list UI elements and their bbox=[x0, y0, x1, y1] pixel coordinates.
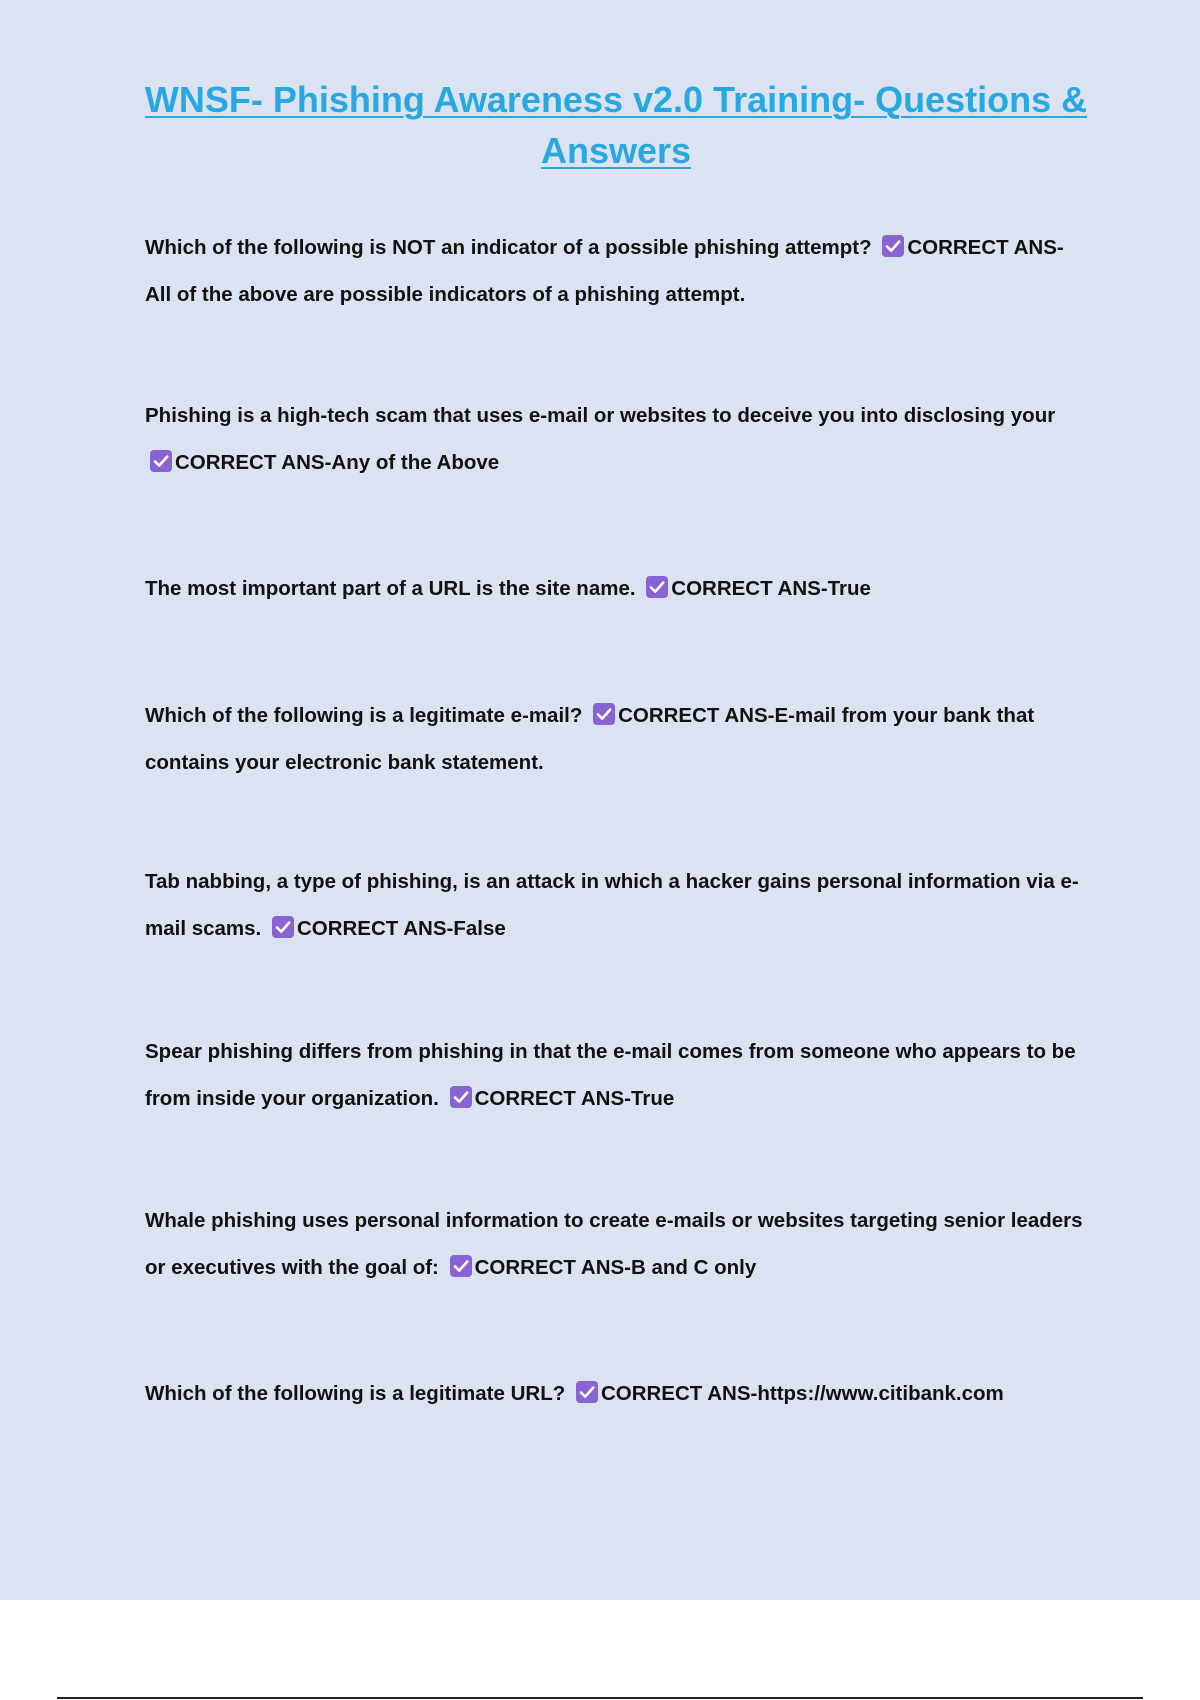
qa-item-5 bbox=[145, 858, 1087, 952]
question-text: Whale phishing uses personal information to create e-mails or websites targeting senior leaders or executives with the goal of: bbox=[145, 1209, 1083, 1279]
qa-item-7 bbox=[145, 1197, 1087, 1291]
question-text: The most important part of a URL is the site name. bbox=[145, 577, 636, 600]
question-text: Phishing is a high-tech scam that uses e-mail or websites to deceive you into disclosing your bbox=[145, 404, 1056, 427]
answer-text: CORRECT ANS-All of the above are possible indicators of a phishing attempt. bbox=[145, 236, 1064, 306]
answer-text: CORRECT ANS-E-mail from your bank that contains your electronic bank statement. bbox=[145, 704, 1035, 774]
question-text: Which of the following is a legitimate e-mail? bbox=[145, 704, 583, 727]
check-box-icon bbox=[271, 915, 295, 939]
answer-text: CORRECT ANS-True bbox=[474, 1087, 675, 1110]
document-title: WNSF- Phishing Awareness v2.0 Training- Questions & Answers bbox=[144, 79, 1088, 171]
footer-divider bbox=[57, 1697, 1143, 1699]
qa-item-6 bbox=[145, 1028, 1087, 1122]
check-box-icon bbox=[449, 1254, 473, 1278]
qa-item-8 bbox=[145, 1370, 1087, 1417]
qa-item-4 bbox=[145, 692, 1087, 786]
check-box-icon bbox=[881, 234, 905, 258]
qa-item-1 bbox=[145, 224, 1087, 318]
qa-item-3 bbox=[145, 565, 1087, 612]
check-box-icon bbox=[449, 1085, 473, 1109]
question-text: Tab nabbing, a type of phishing, is an attack in which a hacker gains personal information via e-mail scams. bbox=[145, 870, 1079, 940]
answer-text: CORRECT ANS-False bbox=[296, 917, 506, 940]
check-box-icon bbox=[575, 1380, 599, 1404]
answer-text: CORRECT ANS-https://www.citibank.com bbox=[600, 1382, 1004, 1405]
qa-item-2 bbox=[145, 392, 1087, 486]
check-box-icon bbox=[149, 449, 173, 473]
answer-text: CORRECT ANS-B and C only bbox=[474, 1256, 757, 1279]
question-text: Which of the following is a legitimate URL? bbox=[145, 1382, 566, 1405]
answer-text: CORRECT ANS-True bbox=[671, 577, 871, 600]
question-text: Which of the following is NOT an indicator of a possible phishing attempt? bbox=[145, 236, 872, 259]
answer-text: CORRECT ANS-Any of the Above bbox=[175, 451, 500, 474]
question-text: Spear phishing differs from phishing in that the e-mail comes from someone who appears to be from inside your organization. bbox=[145, 1040, 1076, 1110]
check-box-icon bbox=[645, 575, 669, 599]
check-box-icon bbox=[592, 702, 616, 726]
